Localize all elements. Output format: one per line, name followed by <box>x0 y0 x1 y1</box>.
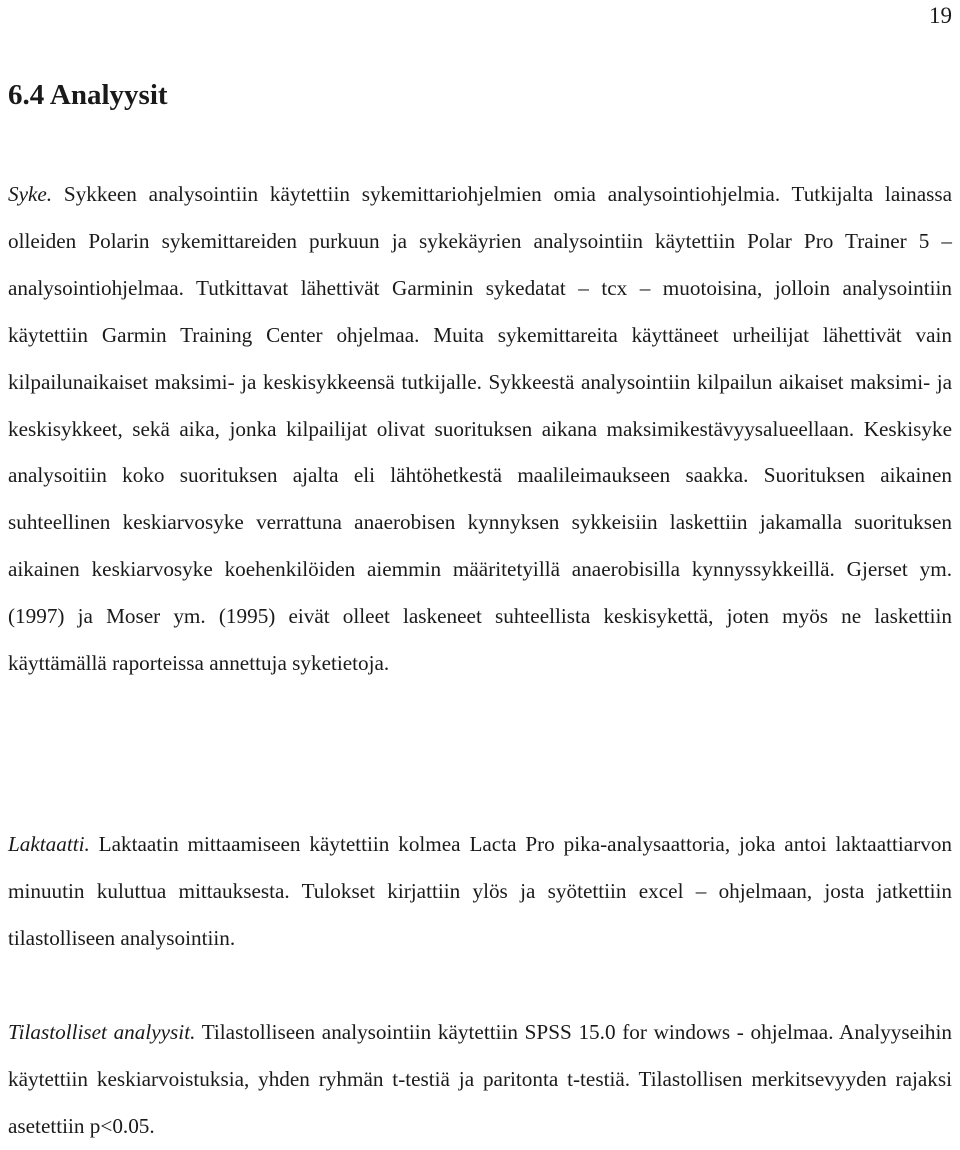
paragraph-body: Tilastolliseen analysointiin käytettiin SPSS 15.0 for windows - ohjelmaa. Analyyseihin käytettiin keskiarvoistuksia, yhden ryhmän t-testiä ja paritonta t-testiä. Tilastollisen merkitsevyyden rajaksi asetettiin p<0.05. <box>8 1020 952 1138</box>
paragraph-body: Laktaatin mittaamiseen käytettiin kolmea Lacta Pro pika-analysaattoria, joka antoi laktaattiarvon minuutin kuluttua mittauksesta. Tulokset kirjattiin ylös ja syötettiin excel – ohjelmaan, josta jatkettiin tilastolliseen analysointiin. <box>8 832 953 950</box>
paragraph-syke <box>8 171 952 687</box>
paragraph-lead: Tilastolliset analyysit. <box>8 1020 196 1044</box>
paragraph-lead: Syke. <box>8 182 53 206</box>
paragraph-body: Sykkeen analysointiin käytettiin sykemittariohjelmien omia analysointiohjelmia. Tutkijalta lainassa olleiden Polarin sykemittareiden purkuun ja sykekäyrien analysointiin käytettiin Polar Pro Trainer 5 – analysointiohjelmaa. Tutkittavat lähettivät Garminin sykedatat – tcx – muotoisina, jolloin analysointiin käytettiin Garmin Training Center ohjelmaa. Muita sykemittareita käyttäneet urheilijat lähettivät vain kilpailunaikaiset maksimi- ja keskisykkeensä tutkijalle. Sykkeestä analysointiin kilpailun aikaiset maksimi- ja keskisykkeet, sekä aika, jonka kilpailijat olivat suorituksen aikana maksimikestävyysalueellaan. Keskisyke analysoitiin koko suorituksen ajalta eli lähtöhetkestä maalileimaukseen saakka. Suorituksen aikainen suhteellinen keskiarvosyke verrattuna anaerobisen kynnyksen sykkeisiin laskettiin jakamalla suorituksen aikainen keskiarvosyke koehenkilöiden aiemmin määritetyillä anaerobisilla kynnyssykkeillä. Gjerset ym. (1997) ja Moser ym. (1995) eivät olleet laskeneet suhteellista keskisykettä, joten myös ne laskettiin käyttämällä raporteissa annettuja syketietoja. <box>8 182 952 676</box>
paragraph-lead: Laktaatti. <box>8 832 90 856</box>
paragraph-laktaatti <box>8 821 952 962</box>
paragraph-tilastolliset <box>8 1009 952 1150</box>
page-number: 19 <box>929 3 952 28</box>
section-heading: 6.4 Analyysit <box>8 79 168 111</box>
